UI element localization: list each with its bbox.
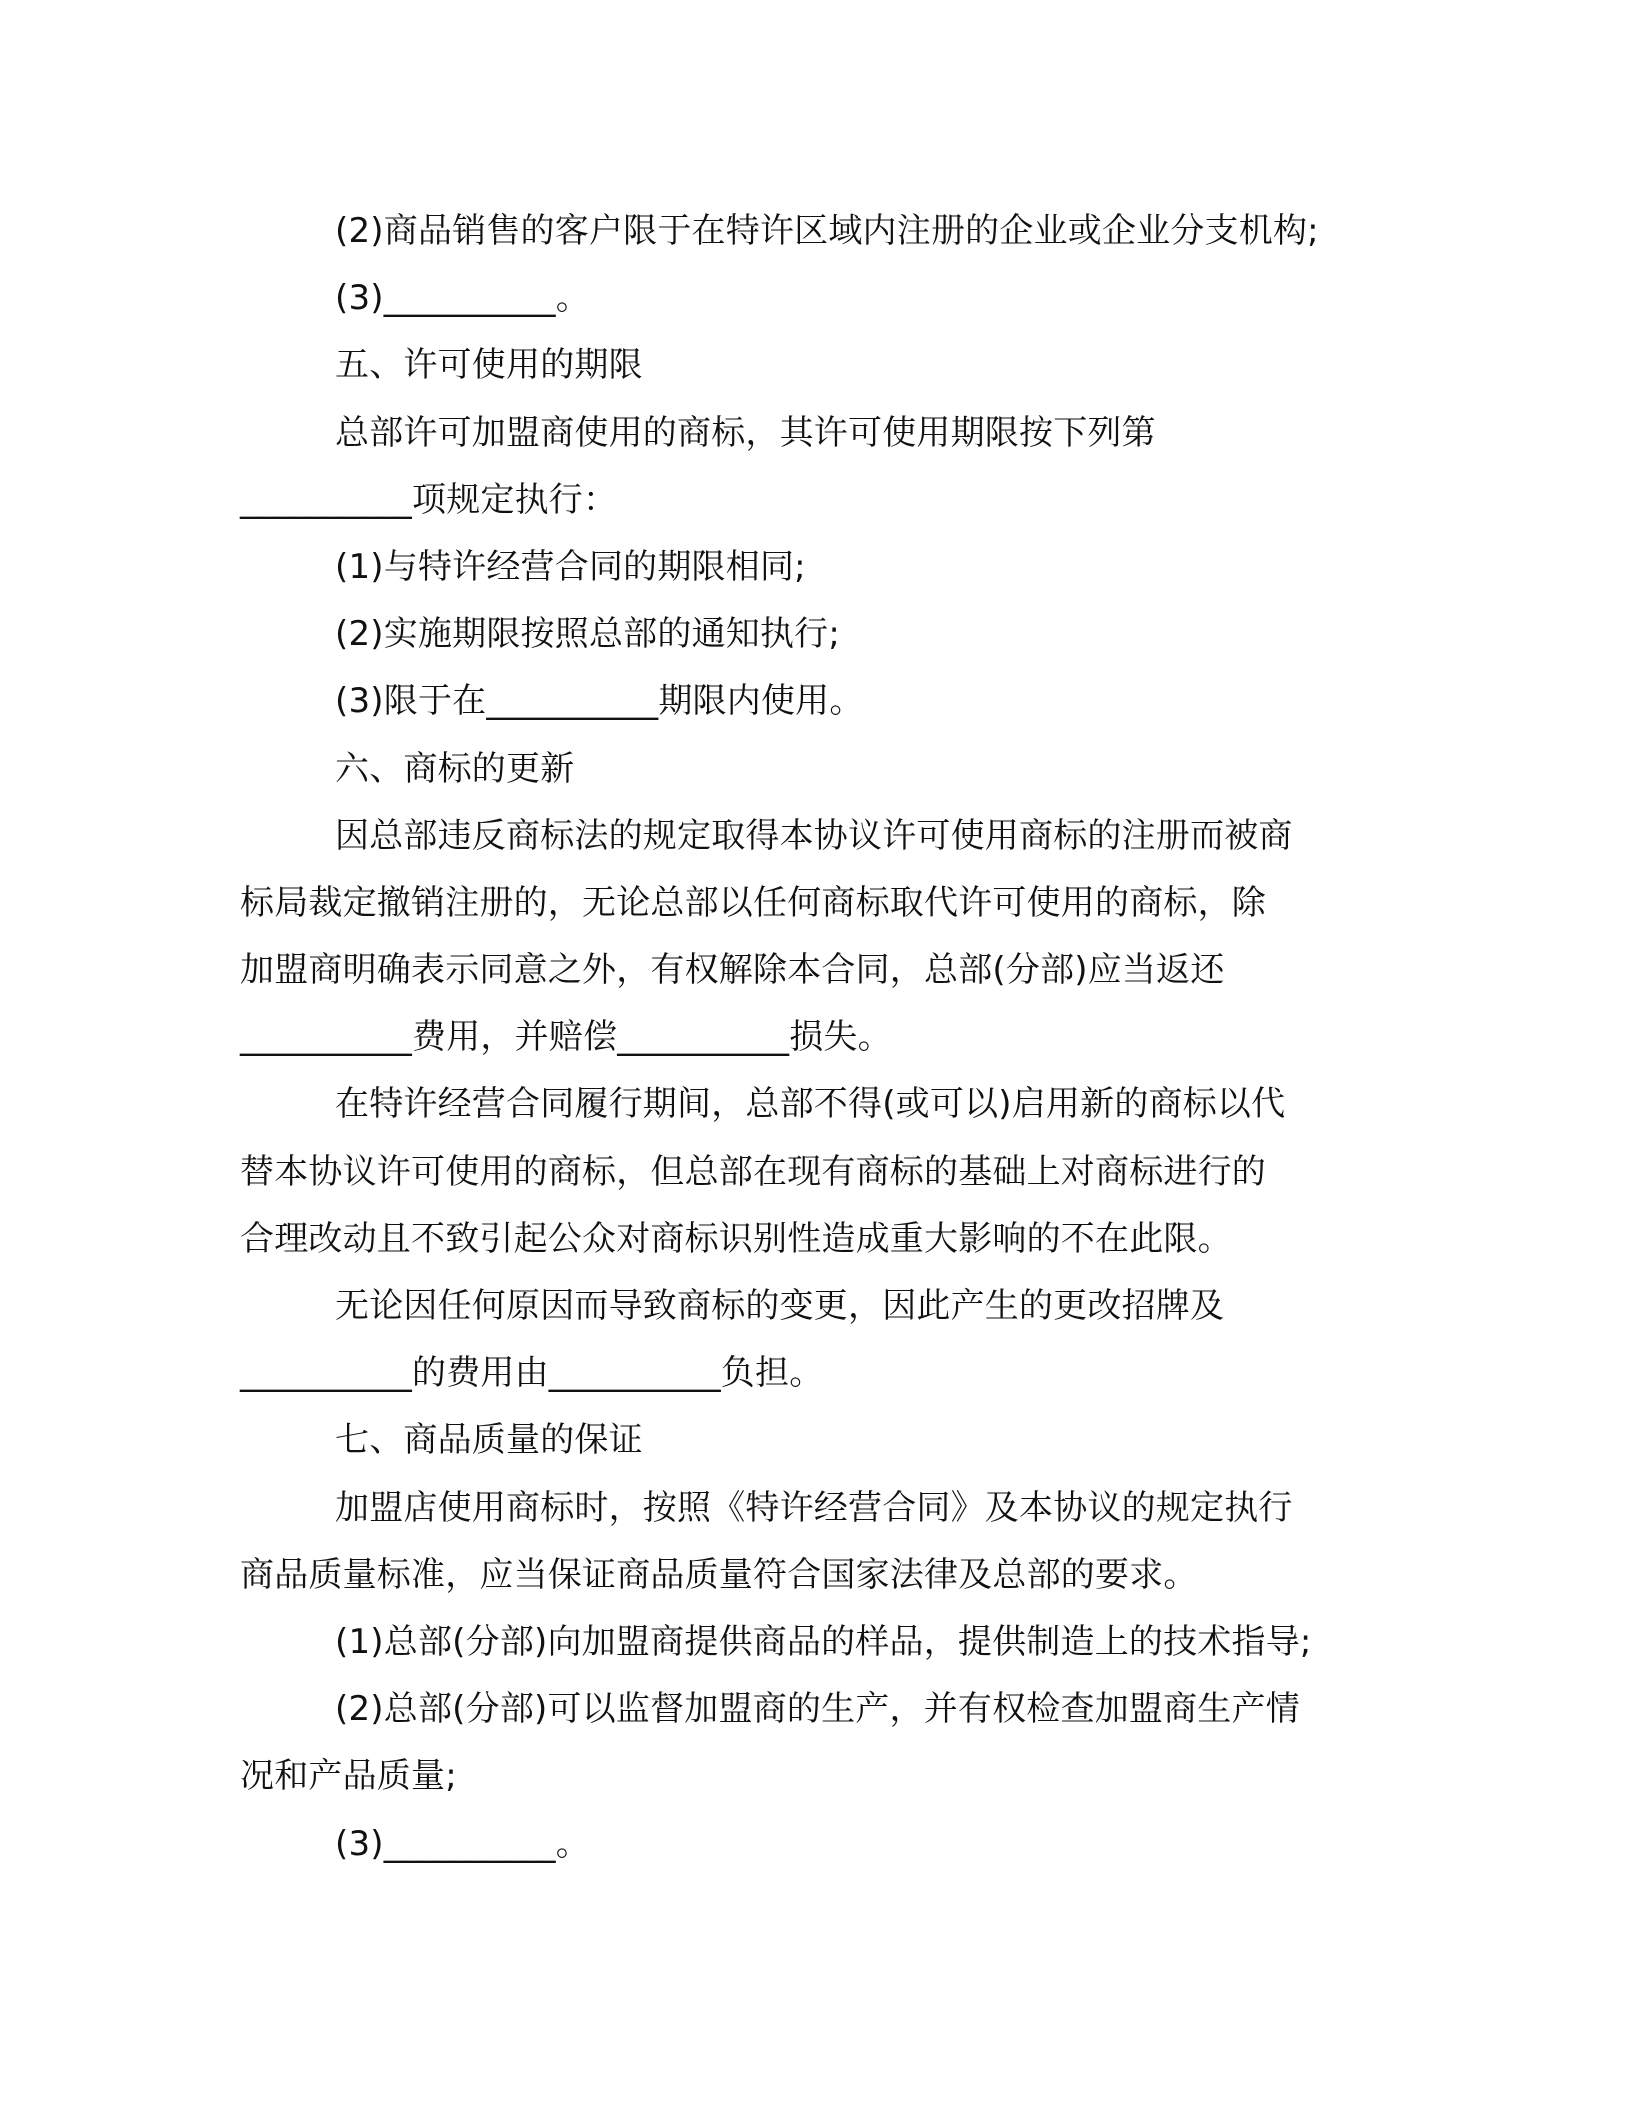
document-line: (3)__________。 xyxy=(335,1823,590,1864)
document-line: (3)限于在__________期限内使用。 xyxy=(335,681,864,722)
document-line: (3)__________。 xyxy=(335,278,590,319)
document-line: 商品质量标准，应当保证商品质量符合国家法律及总部的要求。 xyxy=(240,1554,1198,1595)
document-line: 替本协议许可使用的商标，但总部在现有商标的基础上对商标进行的 xyxy=(240,1151,1266,1192)
document-line: 总部许可加盟商使用的商标，其许可使用期限按下列第 xyxy=(335,412,1156,453)
document-line: (1)总部(分部)向加盟商提供商品的样品，提供制造上的技术指导; xyxy=(335,1621,1312,1662)
document-line: 况和产品质量; xyxy=(240,1756,457,1797)
section-heading: 六、商标的更新 xyxy=(335,748,575,789)
document-line: __________项规定执行： xyxy=(240,479,618,520)
document-body xyxy=(240,198,1400,1878)
document-line: 无论因任何原因而导致商标的变更，因此产生的更改招牌及 xyxy=(335,1286,1225,1326)
document-line: (2)实施期限按照总部的通知执行; xyxy=(335,614,841,655)
document-line: 加盟商明确表示同意之外，有权解除本合同，总部(分部)应当返还 xyxy=(240,950,1225,991)
document-line: 标局裁定撤销注册的，无论总部以任何商标取代许可使用的商标，除 xyxy=(240,882,1266,923)
document-line: 加盟店使用商标时，按照《特许经营合同》及本协议的规定执行 xyxy=(335,1487,1293,1528)
document-line: 因总部违反商标法的规定取得本协议许可使用商标的注册而被商 xyxy=(335,815,1293,856)
document-line: (2)商品销售的客户限于在特许区域内注册的企业或企业分支机构; xyxy=(335,211,1319,251)
document-line: 合理改动且不致引起公众对商标识别性造成重大影响的不在此限。 xyxy=(240,1218,1232,1259)
document-line: (2)总部(分部)可以监督加盟商的生产，并有权检查加盟商生产情 xyxy=(335,1689,1300,1730)
section-heading: 五、许可使用的期限 xyxy=(335,345,643,386)
document-line: __________的费用由__________负担。 xyxy=(240,1353,824,1394)
section-heading: 七、商品质量的保证 xyxy=(335,1420,643,1461)
document-line: (1)与特许经营合同的期限相同; xyxy=(335,546,806,587)
document-line: __________费用，并赔偿__________损失。 xyxy=(240,1017,892,1058)
document-line: 在特许经营合同履行期间，总部不得(或可以)启用新的商标以代 xyxy=(335,1084,1286,1125)
